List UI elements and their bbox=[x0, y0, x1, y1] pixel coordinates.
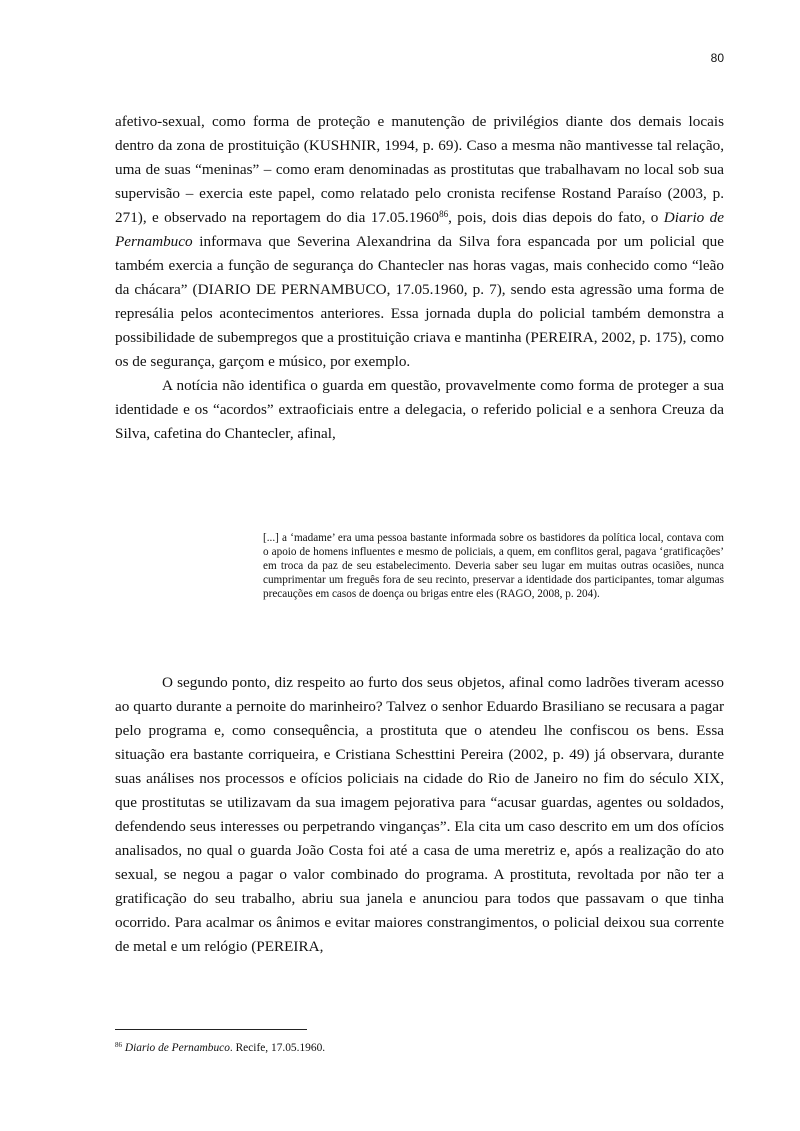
body-paragraph-2: A notícia não identifica o guarda em questão, provavelmente como forma de proteger a sua identidade e os “acordos” extraoficiais entre a delegacia, o referido policial e a senhora Creuza da Silva, cafetina do Chantecler, afinal, bbox=[115, 377, 724, 442]
paragraph-1-text-a: afetivo-sexual, como forma de proteção e manutenção de privilégios diante dos demais locais dentro da zona de prostituição (KUSHNIR, 1994, p. 69). Caso a mesma não mantivesse tal relação, uma de suas “meninas” – como eram denominadas as prostitutas que trabalhavam no local sob sua supervisão – exercia este papel, como relatado pelo cronista recifense Rostand Paraíso (2003, p. 271), e observado na reportagem do dia 17.05.1960 bbox=[115, 113, 724, 226]
footnote-separator bbox=[115, 1029, 307, 1030]
paragraph-1-text-b: , pois, dois dias depois do fato, o bbox=[448, 209, 664, 226]
footnote-reference: 86 bbox=[439, 209, 449, 219]
body-paragraph-1 bbox=[115, 110, 724, 446]
footnote-text: . Recife, 17.05.1960. bbox=[229, 1042, 326, 1054]
body-section-2 bbox=[115, 671, 724, 959]
page-number: 80 bbox=[710, 51, 724, 65]
footnote-number: 86 bbox=[115, 1041, 122, 1049]
newspaper-title: Diario de Pernambuco bbox=[115, 209, 724, 250]
body-paragraph-3: O segundo ponto, diz respeito ao furto dos seus objetos, afinal como ladrões tiveram acesso ao quarto durante a pernoite do marinheiro? Talvez o senhor Eduardo Brasiliano se recusara a pagar pelo programa e, como consequência, a prostituta que o atendeu lhe confiscou os bens. Essa situação era bastante corriqueira, e Cristiana Schesttini Pereira (2002, p. 49) já observara, durante suas análises nos processos e ofícios policiais na cidade do Rio de Janeiro no fim do século XIX, que prostitutas se utilizavam da sua imagem pejorativa para “acusar guardas, agentes ou soldados, defendendo seus interesses ou perpetrando vinganças”. Ela cita um caso descrito em um dos ofícios analisados, no qual o guarda João Costa foi até a casa de uma meretriz e, após a realização do ato sexual, se negou a pagar o valor combinado do programa. A prostituta, revoltada por não ter a gratificação do seu trabalho, abriu sua janela e anunciou para todos que passavam o que tinha ocorrido. Para acalmar os ânimos e evitar maiores constrangimentos, o policial deixou sua corrente de metal e um relógio (PEREIRA, bbox=[115, 674, 724, 955]
footnote bbox=[115, 1042, 325, 1054]
footnote-title: Diario de Pernambuco bbox=[124, 1042, 230, 1054]
paragraph-1-text-c: informava que Severina Alexandrina da Silva fora espancada por um policial que também exercia a função de segurança do Chantecler nas horas vagas, mais conhecido como “leão da chácara” (DIARIO DE PERNAMBUCO, 17.05.1960, p. 7), sendo esta agressão uma forma de represália pelos acontecimentos anteriores. Essa jornada dupla do policial também demonstra a possibilidade de subempregos que a prostituição criava e mantinha (PEREIRA, 2002, p. 175), como os de segurança, garçom e músico, por exemplo. bbox=[115, 233, 724, 370]
block-quote: [...] a ‘madame’ era uma pessoa bastante informada sobre os bastidores da política local, contava com o apoio de homens influentes e mesmo de policiais, a quem, em conflitos geral, pagava ‘gratificações’ em troca da paz de seu estabelecimento. Deveria saber seu lugar em muitas outras ocasiões, nunca cumprimentar um freguês fora de seu recinto, preservar a identidade dos participantes, tomar algumas precauções em casos de doença ou brigas entre eles (RAGO, 2008, p. 204). bbox=[263, 532, 724, 600]
